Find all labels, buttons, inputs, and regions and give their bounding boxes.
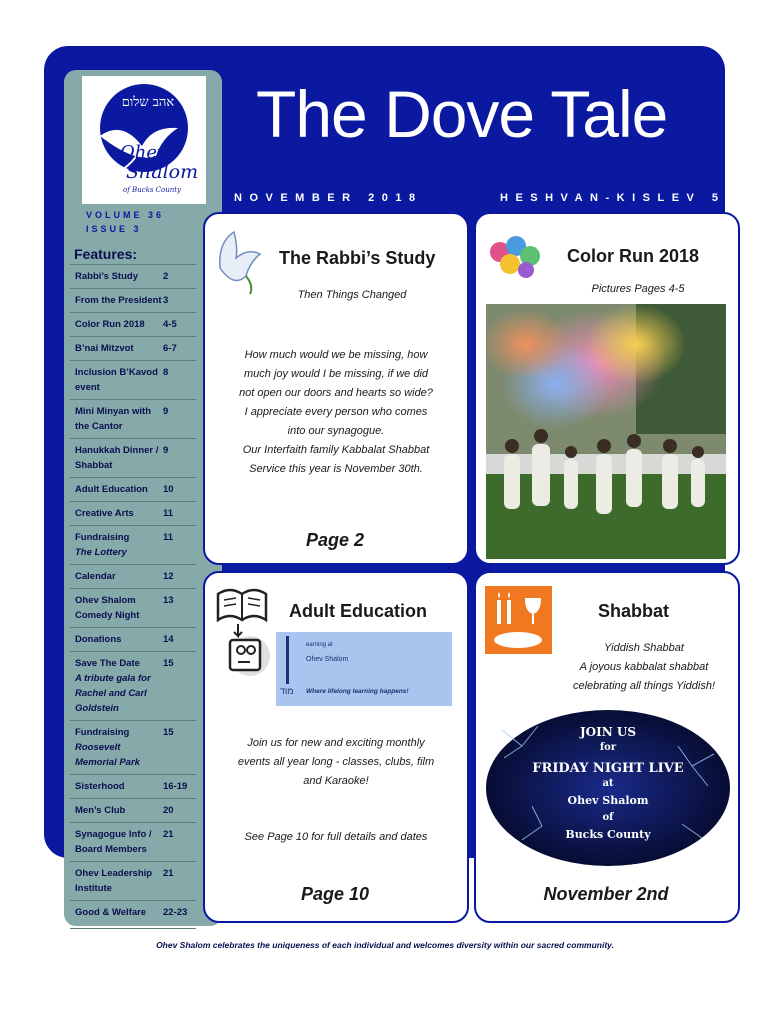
toc-entry-name xyxy=(75,632,163,647)
adult-education-text xyxy=(212,734,460,791)
toc-row xyxy=(70,861,196,900)
adult-education-note: See Page 10 for full details and dates xyxy=(244,831,428,843)
toc-row xyxy=(70,627,196,651)
text-line: Join us for new and exciting monthly xyxy=(247,737,425,749)
toc-row xyxy=(70,720,196,774)
text-line: How much would we be missing, how xyxy=(244,349,428,361)
toc-row xyxy=(70,360,196,399)
toc-entry-title: Calendar xyxy=(75,571,116,582)
friday-night-live-flyer xyxy=(482,706,734,870)
toc-entry-name xyxy=(75,803,163,818)
toc-entry-title: Color Run 2018 xyxy=(75,319,145,330)
text-line: celebrating all things Yiddish! xyxy=(572,680,716,692)
learning-logo xyxy=(276,632,452,706)
toc-entry-title: Inclusion B’Kavod event xyxy=(75,367,158,393)
toc-entry-title: Good & Welfare xyxy=(75,907,147,918)
toc-row xyxy=(70,651,196,720)
sidebar-divider xyxy=(70,928,196,929)
hebrew-month: HESHVAN-KISLEV 5779 xyxy=(500,192,767,204)
svg-text:Ohev: Ohev xyxy=(120,142,168,163)
toc-entry-title: Ohev Leadership Institute xyxy=(75,868,153,894)
toc-entry-name xyxy=(75,482,163,497)
footer-tagline: Ohev Shalom celebrates the uniqueness of each individual and welcomes diversity within our sacred community. xyxy=(156,940,614,950)
text-line: I appreciate every person who comes xyxy=(244,406,428,418)
svg-text:FRIDAY NIGHT LIVE: FRIDAY NIGHT LIVE xyxy=(532,761,684,776)
issue-label: ISSUE 3 xyxy=(86,224,142,234)
toc-entry-page: 3 xyxy=(163,295,169,306)
toc-row xyxy=(70,312,196,336)
toc-entry-name xyxy=(75,905,163,920)
toc-entry-page: 22-23 xyxy=(163,907,188,918)
issue-month: NOVEMBER 2018 xyxy=(234,192,423,204)
rabbi-page-ref: Page 2 xyxy=(305,530,365,550)
shabbat-title: Shabbat xyxy=(598,601,670,621)
features-heading: Features: xyxy=(74,246,138,262)
toc-entry-name xyxy=(75,827,163,857)
dove-icon xyxy=(214,228,264,298)
toc-entry-page: 15 xyxy=(163,727,174,738)
lamed-glyph xyxy=(286,636,289,684)
toc-row xyxy=(70,588,196,627)
toc-entry-name xyxy=(75,317,163,332)
shabbat-candles-icon xyxy=(485,586,552,654)
svg-text:Ohev Shalom: Ohev Shalom xyxy=(567,794,649,807)
toc-entry-page: 21 xyxy=(163,868,174,879)
synagogue-logo xyxy=(82,76,206,204)
text-line: Our Interfaith family Kabbalat Shabbat xyxy=(242,444,430,456)
toc-row xyxy=(70,774,196,798)
adult-education-title: Adult Education xyxy=(289,601,427,621)
toc-entry-page: 6-7 xyxy=(163,343,177,354)
toc-entry-page: 13 xyxy=(163,595,174,606)
toc-row xyxy=(70,438,196,477)
toc-entry-name xyxy=(75,293,163,308)
text-line: Yiddish Shabbat xyxy=(604,642,684,654)
toc-entry-subtitle: Roosevelt Memorial Park xyxy=(75,742,140,768)
toc-row xyxy=(70,822,196,861)
text-line: into our synagogue. xyxy=(287,425,385,437)
toc-row xyxy=(70,264,196,288)
text-line: Service this year is November 30th. xyxy=(249,463,423,475)
color-run-photo xyxy=(486,304,726,559)
toc-entry-title: Rabbi’s Study xyxy=(75,271,138,282)
toc-entry-name xyxy=(75,656,163,716)
learning-logo-top: earning at xyxy=(306,642,333,648)
toc-entry-page: 9 xyxy=(163,445,169,456)
toc-entry-title: Fundraising xyxy=(75,532,130,543)
toc-entry-subtitle: A tribute gala for Rachel and Carl Goldstein xyxy=(75,673,151,714)
color-run-title: Color Run 2018 xyxy=(567,246,700,266)
adult-education-page-ref: Page 10 xyxy=(300,884,370,904)
svg-text:for: for xyxy=(599,742,617,753)
toc-entry-page: 2 xyxy=(163,271,169,282)
toc-entry-name xyxy=(75,593,163,623)
toc-entry-title: Mini Minyan with the Cantor xyxy=(75,406,151,432)
toc-entry-title: Donations xyxy=(75,634,122,645)
toc-entry-title: Save The Date xyxy=(75,658,140,669)
rabbi-study-title: The Rabbi’s Study xyxy=(279,248,436,268)
toc-entry-title: Men’s Club xyxy=(75,805,126,816)
toc-entry-page: 9 xyxy=(163,406,169,417)
rabbi-study-text xyxy=(212,346,460,479)
toc-row xyxy=(70,900,196,924)
svg-text:Shalom: Shalom xyxy=(126,161,199,183)
toc-entry-title: Adult Education xyxy=(75,484,148,495)
svg-text:of Bucks County: of Bucks County xyxy=(122,186,182,194)
toc-entry-page: 8 xyxy=(163,367,169,378)
toc-row xyxy=(70,288,196,312)
toc-entry-page: 11 xyxy=(163,508,174,519)
toc-entry-page: 16-19 xyxy=(163,781,188,792)
toc-entry-subtitle: The Lottery xyxy=(75,547,127,558)
features-list xyxy=(70,264,196,924)
color-run-icon xyxy=(486,232,548,282)
toc-row xyxy=(70,798,196,822)
toc-row xyxy=(70,525,196,564)
shabbat-text xyxy=(556,639,732,696)
toc-entry-name xyxy=(75,530,163,560)
toc-row xyxy=(70,501,196,525)
toc-entry-title: Fundraising xyxy=(75,727,130,738)
color-run-subtitle: Pictures Pages 4-5 xyxy=(591,283,685,295)
text-line: and Karaoke! xyxy=(303,775,369,787)
toc-entry-page: 15 xyxy=(163,658,174,669)
toc-entry-name xyxy=(75,569,163,584)
svg-text:Bucks County: Bucks County xyxy=(565,828,651,841)
toc-row xyxy=(70,564,196,588)
learning-logo-hebrew: מוד xyxy=(280,686,294,696)
toc-entry-page: 14 xyxy=(163,634,174,645)
volume-label: VOLUME 36 xyxy=(86,210,165,220)
text-line: A joyous kabbalat shabbat xyxy=(579,661,709,673)
learning-logo-mid: Ohev Shalom xyxy=(306,656,349,663)
toc-entry-name xyxy=(75,506,163,521)
toc-entry-page: 11 xyxy=(163,532,174,543)
newsletter-title: The Dove Tale xyxy=(256,77,668,151)
reading-book-icon xyxy=(214,584,272,676)
dove-logo-icon xyxy=(82,76,206,204)
toc-entry-name xyxy=(75,443,163,473)
toc-entry-name xyxy=(75,365,163,395)
svg-text:JOIN US: JOIN US xyxy=(579,725,637,739)
shabbat-date: November 2nd xyxy=(543,884,669,904)
learning-logo-tagline: Where lifelong learning happens! xyxy=(306,688,409,695)
toc-row xyxy=(70,477,196,501)
toc-entry-name xyxy=(75,341,163,356)
toc-entry-name xyxy=(75,404,163,434)
toc-entry-title: B’nai Mitzvot xyxy=(75,343,134,354)
text-line: much joy would I be missing, if we did xyxy=(243,368,429,380)
svg-text:אהב שלום: אהב שלום xyxy=(121,95,175,110)
toc-entry-page: 4-5 xyxy=(163,319,177,330)
text-line: not open our doors and hearts so wide? xyxy=(239,387,433,399)
toc-row xyxy=(70,399,196,438)
toc-entry-title: Synagogue Info / Board Members xyxy=(75,829,152,855)
toc-entry-title: Creative Arts xyxy=(75,508,134,519)
toc-entry-name xyxy=(75,725,163,770)
toc-row xyxy=(70,336,196,360)
toc-entry-page: 20 xyxy=(163,805,174,816)
svg-text:at: at xyxy=(602,778,614,789)
toc-entry-page: 21 xyxy=(163,829,174,840)
toc-entry-title: From the President xyxy=(75,295,162,306)
toc-entry-title: Hanukkah Dinner / Shabbat xyxy=(75,445,159,471)
rabbi-study-subtitle: Then Things Changed xyxy=(297,289,407,301)
svg-text:of: of xyxy=(602,812,614,823)
toc-entry-title: Sisterhood xyxy=(75,781,125,792)
toc-entry-page: 12 xyxy=(163,571,174,582)
toc-entry-name xyxy=(75,779,163,794)
toc-entry-title: Ohev Shalom Comedy Night xyxy=(75,595,140,621)
toc-entry-name xyxy=(75,866,163,896)
toc-entry-page: 10 xyxy=(163,484,174,495)
text-line: events all year long - classes, clubs, film xyxy=(237,756,435,768)
toc-entry-name xyxy=(75,269,163,284)
